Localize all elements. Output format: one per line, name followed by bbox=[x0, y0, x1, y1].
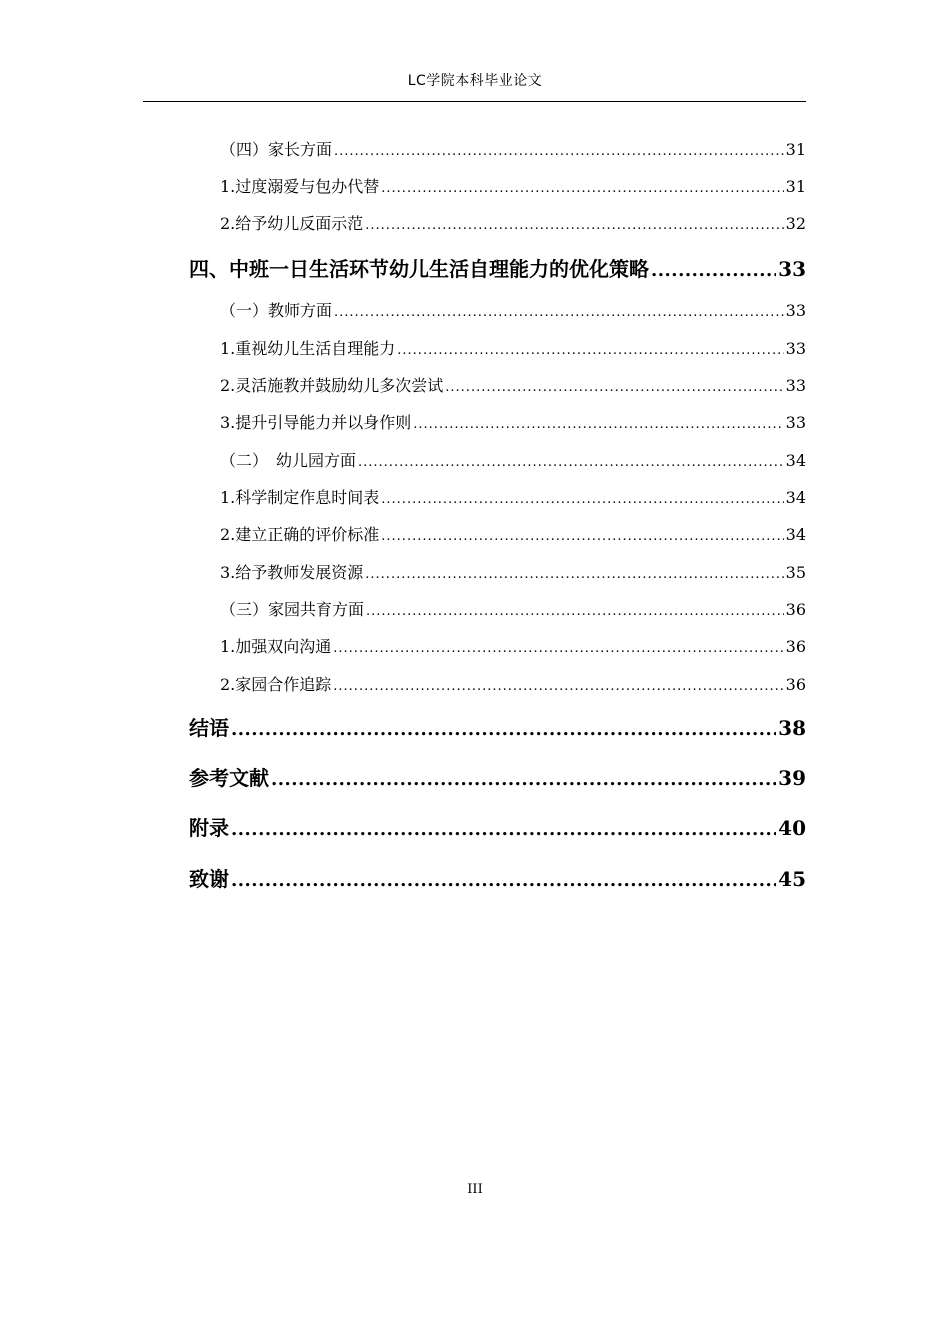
toc-entry[interactable] bbox=[189, 764, 806, 792]
toc-entry-label: 2.家园合作追踪 bbox=[220, 675, 332, 694]
toc-entry[interactable] bbox=[220, 139, 806, 161]
toc-entry-page: 34 bbox=[785, 488, 806, 507]
toc-entry[interactable] bbox=[220, 176, 806, 198]
toc-entry-page: 39 bbox=[778, 766, 806, 790]
toc-entry[interactable] bbox=[220, 562, 806, 584]
toc-entry-label: 1.加强双向沟通 bbox=[220, 637, 332, 656]
toc-entry-page: 33 bbox=[785, 376, 806, 395]
toc-entry-label: 附录 bbox=[189, 816, 229, 840]
toc-entry-page: 33 bbox=[785, 301, 806, 320]
page-number: III bbox=[467, 1182, 483, 1197]
toc-entry-label: 结语 bbox=[189, 716, 229, 740]
toc-entry-page: 33 bbox=[785, 413, 806, 432]
toc-dot-leader bbox=[381, 178, 783, 200]
toc-entry-page: 31 bbox=[785, 177, 806, 196]
toc-entry-label: 致谢 bbox=[189, 867, 229, 891]
toc-entry-page: 36 bbox=[785, 675, 806, 694]
toc-entry[interactable] bbox=[220, 412, 806, 434]
toc-dot-leader bbox=[333, 676, 783, 698]
toc-dot-leader bbox=[231, 716, 776, 744]
toc-entry-label: 3.给予教师发展资源 bbox=[220, 563, 364, 582]
toc-entry[interactable] bbox=[220, 487, 806, 509]
toc-entry-page: 45 bbox=[778, 867, 806, 891]
toc-dot-leader bbox=[445, 377, 783, 399]
toc-entry-label: 2.灵活施教并鼓励幼儿多次尝试 bbox=[220, 376, 444, 395]
toc-dot-leader bbox=[381, 526, 783, 548]
running-header: LC学院本科毕业论文 bbox=[407, 73, 543, 89]
toc-dot-leader bbox=[397, 340, 783, 362]
toc-entry-label: （三）家园共育方面 bbox=[220, 600, 365, 619]
header-divider bbox=[143, 101, 806, 102]
toc-entry-label: （一）教师方面 bbox=[220, 301, 333, 320]
toc-entry-label: 四、中班一日生活环节幼儿生活自理能力的优化策略 bbox=[189, 257, 649, 281]
toc-entry[interactable] bbox=[220, 674, 806, 696]
toc-entry[interactable] bbox=[220, 300, 806, 322]
toc-dot-leader bbox=[231, 816, 776, 844]
toc-entry-label: 2.给予幼儿反面示范 bbox=[220, 214, 364, 233]
toc-entry[interactable] bbox=[189, 865, 806, 893]
toc-dot-leader bbox=[651, 257, 776, 285]
toc-dot-leader bbox=[271, 766, 776, 794]
toc-entry[interactable] bbox=[220, 636, 806, 658]
toc-entry-page: 40 bbox=[778, 816, 806, 840]
toc-entry-page: 36 bbox=[785, 600, 806, 619]
toc-entry-label: 3.提升引导能力并以身作则 bbox=[220, 413, 412, 432]
toc-dot-leader bbox=[366, 601, 784, 623]
toc-entry-page: 33 bbox=[778, 257, 806, 281]
toc-dot-leader bbox=[413, 414, 783, 436]
toc-entry[interactable] bbox=[220, 450, 806, 472]
toc-entry-page: 31 bbox=[785, 140, 806, 159]
toc-entry[interactable] bbox=[189, 255, 806, 283]
toc-dot-leader bbox=[334, 141, 784, 163]
toc-entry-page: 38 bbox=[778, 716, 806, 740]
toc-entry-label: 参考文献 bbox=[189, 766, 269, 790]
toc-entry-label: 2.建立正确的评价标准 bbox=[220, 525, 380, 544]
toc-dot-leader bbox=[334, 302, 784, 324]
toc-entry-page: 36 bbox=[785, 637, 806, 656]
toc-dot-leader bbox=[333, 638, 783, 660]
toc-entry-page: 32 bbox=[785, 214, 806, 233]
toc-entry-page: 34 bbox=[785, 525, 806, 544]
toc-entry[interactable] bbox=[220, 213, 806, 235]
toc-entry-label: 1.过度溺爱与包办代替 bbox=[220, 177, 380, 196]
toc-entry-label: 1.科学制定作息时间表 bbox=[220, 488, 380, 507]
toc-dot-leader bbox=[365, 564, 783, 586]
toc-entry-page: 33 bbox=[785, 339, 806, 358]
toc-entry-label: （四）家长方面 bbox=[220, 140, 333, 159]
toc-entry-page: 35 bbox=[785, 563, 806, 582]
toc-entry-label: 1.重视幼儿生活自理能力 bbox=[220, 339, 396, 358]
toc-entry[interactable] bbox=[220, 375, 806, 397]
toc-dot-leader bbox=[365, 215, 783, 237]
toc-dot-leader bbox=[358, 452, 784, 474]
toc-entry[interactable] bbox=[189, 714, 806, 742]
toc-dot-leader bbox=[231, 867, 776, 895]
toc-entry[interactable] bbox=[189, 814, 806, 842]
toc-entry[interactable] bbox=[220, 599, 806, 621]
toc-dot-leader bbox=[381, 489, 783, 511]
toc-entry-label: （二） 幼儿园方面 bbox=[220, 451, 357, 470]
toc-entry[interactable] bbox=[220, 338, 806, 360]
toc-entry-page: 34 bbox=[785, 451, 806, 470]
toc-entry[interactable] bbox=[220, 524, 806, 546]
